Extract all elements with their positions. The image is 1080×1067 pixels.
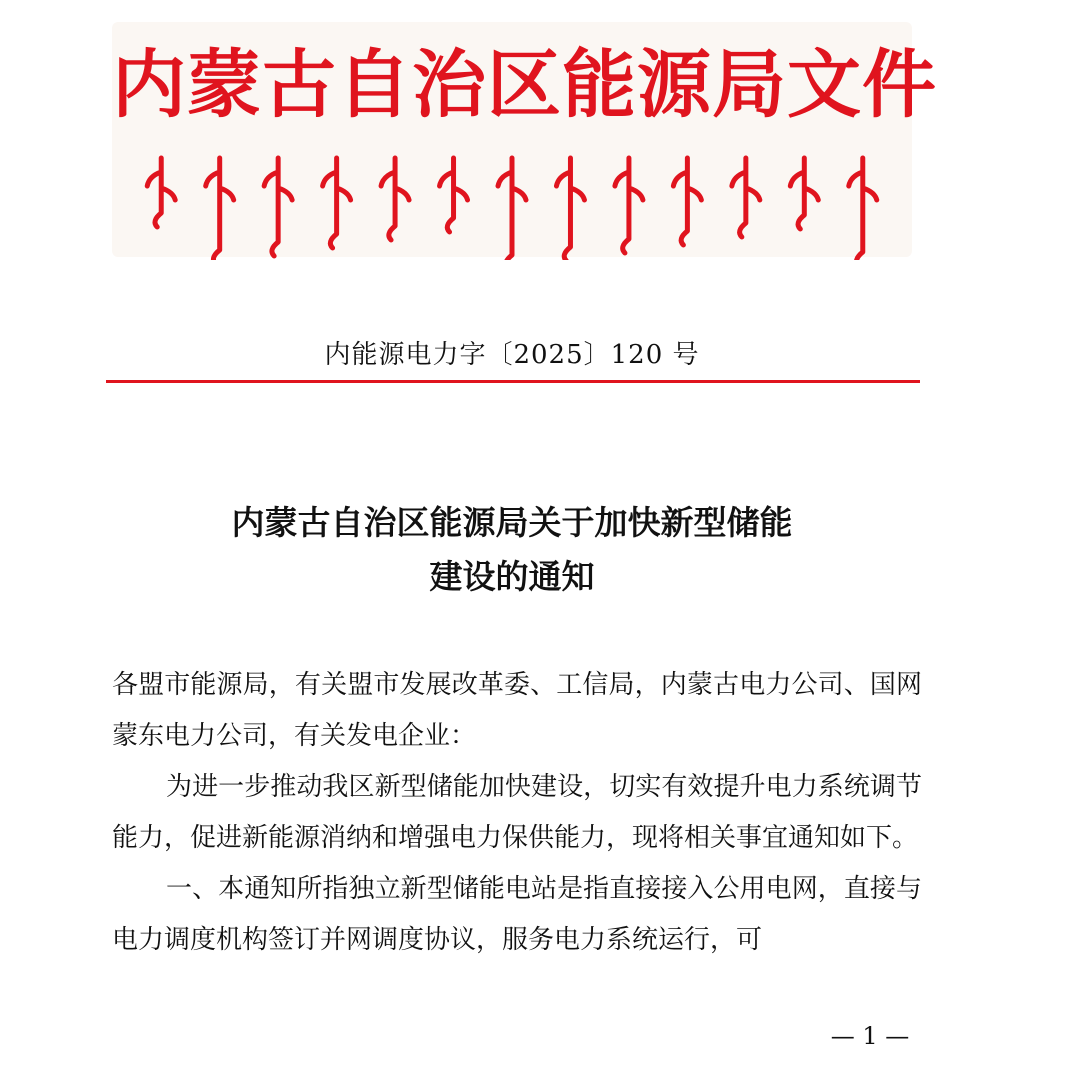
mongolian-glyph: [264, 158, 292, 256]
mongolian-glyph: [615, 158, 643, 253]
mongolian-glyph: [556, 158, 584, 260]
mongolian-glyph: [498, 158, 526, 260]
mongolian-glyph: [323, 158, 351, 248]
red-divider: [106, 380, 920, 383]
document-title: [0, 496, 1024, 604]
mongolian-glyph: [206, 158, 234, 260]
addressee-paragraph: 各盟市能源局，有关盟市发展改革委、工信局，内蒙古电力公司、国网蒙东电力公司，有关发电企业：: [112, 670, 922, 751]
mongolian-glyph: [381, 158, 409, 240]
body-paragraph-1: 为进一步推动我区新型储能加快建设，切实有效提升电力系统调节能力，促进新能源消纳和增强电力保供能力，现将相关事宜通知如下。: [112, 772, 922, 853]
mongolian-glyph: [673, 158, 701, 245]
page-number: — 1 —: [830, 1022, 910, 1050]
mongolian-glyph: [849, 158, 877, 260]
title-line-1: 内蒙古自治区能源局关于加快新型储能: [231, 503, 793, 542]
mongolian-glyph: [790, 158, 818, 229]
mongolian-glyph: [147, 158, 175, 227]
title-line-2: 建设的通知: [429, 557, 595, 596]
document-body: [112, 660, 922, 966]
body-paragraph-2: 一、本通知所指独立新型储能电站是指直接接入公用电网，直接与电力调度机构签订并网调度协议，服务电力系统运行，可: [112, 874, 922, 955]
mongolian-script-icon: [132, 150, 892, 260]
issuer-title: 内蒙古自治区能源局文件: [112, 42, 937, 128]
mongolian-glyph: [732, 158, 760, 237]
mongolian-glyph: [440, 158, 468, 232]
masthead: [112, 22, 937, 257]
document-number: 内能源电力字〔2025〕120 号: [324, 340, 700, 370]
